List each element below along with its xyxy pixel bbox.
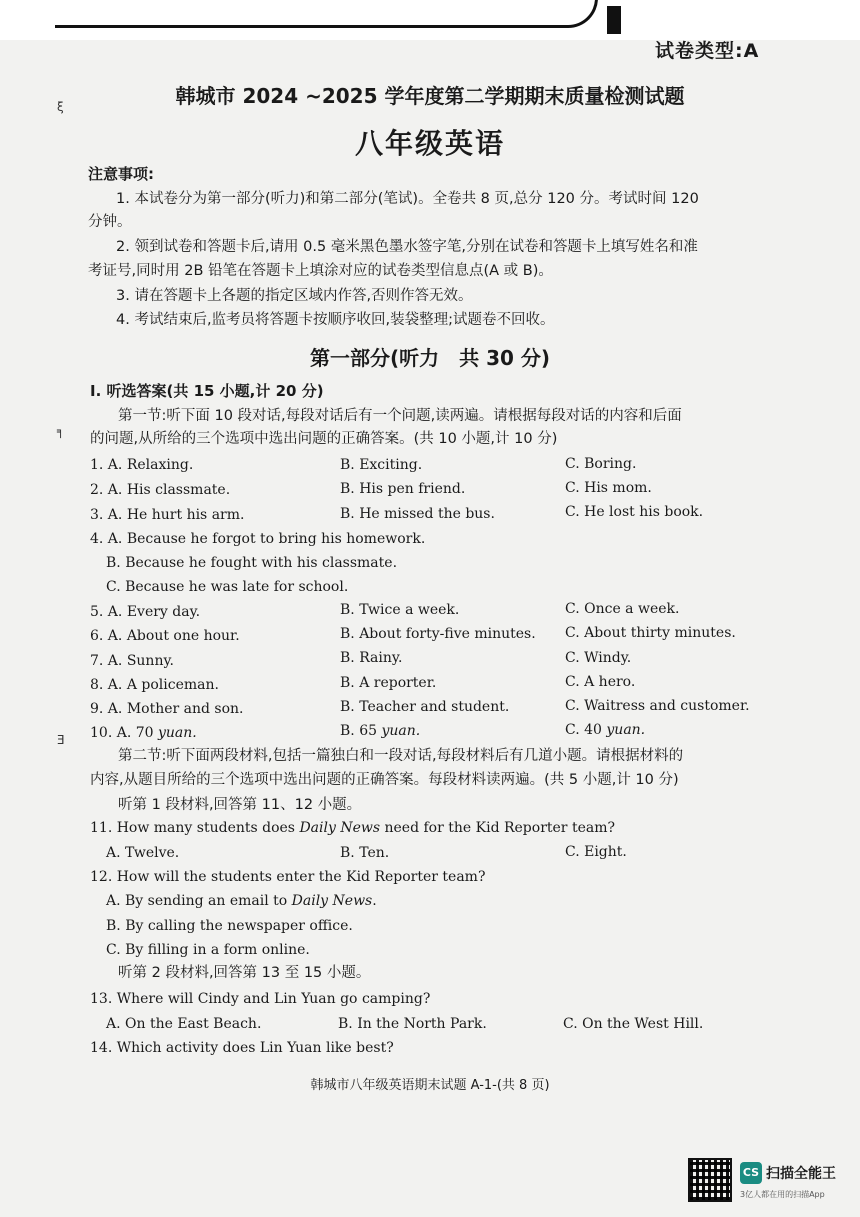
- question-8-option-b: B. A reporter.: [340, 675, 437, 691]
- question-8-option-c: C. A hero.: [565, 674, 636, 690]
- exam-title: 韩城市 2024 ~2025 学年度第二学期期末质量检测试题: [175, 84, 685, 108]
- question-11-option-c: C. Eight.: [565, 844, 627, 860]
- exam-subject: 八年级英语: [354, 127, 505, 160]
- question-10-option-b: B. 65 yuan.: [340, 723, 421, 739]
- question-7-option-b: B. Rainy.: [340, 650, 403, 666]
- question-2-option-c: C. His mom.: [565, 480, 652, 496]
- question-4-option-b: B. Because he fought with his classmate.: [106, 555, 398, 571]
- question-13-stem: 13. Where will Cindy and Lin Yuan go camping?: [90, 991, 431, 1007]
- note-line: 考证号,同时用 2B 铅笔在答题卡上填涂对应的试卷类型信息点(A 或 B)。: [88, 263, 553, 279]
- note-line: 2. 领到试卷和答题卡后,请用 0.5 毫米黑色墨水签字笔,分别在试卷和答题卡上填写姓名和准: [116, 239, 698, 255]
- question-1-option-b: B. Exciting.: [340, 457, 423, 473]
- scan-edge-curve: [55, 0, 598, 28]
- question-7-option-c: C. Windy.: [565, 650, 632, 666]
- question-3-option-c: C. He lost his book.: [565, 504, 704, 520]
- section-intro: 内容,从题目所给的三个选项中选出问题的正确答案。每段材料读两遍。(共 5 小题,计 10 分): [90, 772, 679, 788]
- question-5-option-b: B. Twice a week.: [340, 602, 460, 618]
- question-12-option-b: B. By calling the newspaper office.: [106, 918, 353, 934]
- margin-mark: Ǝ: [57, 733, 65, 747]
- page-footer: 韩城市八年级英语期末试题 A-1-(共 8 页): [310, 1078, 550, 1093]
- question-4-option-c: C. Because he was late for school.: [106, 579, 349, 595]
- material-instruction: 听第 2 段材料,回答第 13 至 15 小题。: [118, 965, 371, 981]
- note-line: 4. 考试结束后,监考员将答题卡按顺序收回,装袋整理;试题卷不回收。: [116, 312, 555, 328]
- camscanner-logo-icon: CS: [740, 1162, 762, 1184]
- part-one-title: 第一部分(听力 共 30 分): [309, 346, 551, 370]
- scanner-app-name: 扫描全能王: [766, 1166, 836, 1182]
- section-intro: 第二节:听下面两段材料,包括一篇独白和一段对话,每段材料后有几道小题。请根据材料的: [118, 748, 684, 764]
- question-3-option-a: 3. A. He hurt his arm.: [90, 507, 245, 523]
- scanner-tagline: 3亿人都在用的扫描App: [740, 1190, 825, 1199]
- question-14-stem: 14. Which activity does Lin Yuan like best?: [90, 1040, 394, 1056]
- margin-mark: ξ: [57, 100, 64, 114]
- question-11-stem: 11. How many students does Daily News need for the Kid Reporter team?: [90, 820, 615, 836]
- question-9-option-a: 9. A. Mother and son.: [90, 701, 244, 717]
- question-13-option-b: B. In the North Park.: [338, 1016, 487, 1032]
- qr-code-icon: [690, 1160, 730, 1200]
- question-12-option-a: A. By sending an email to Daily News.: [106, 893, 377, 909]
- paper-type-label: 试卷类型:A: [655, 40, 760, 62]
- question-10-option-a: 10. A. 70 yuan.: [90, 725, 197, 741]
- question-9-option-b: B. Teacher and student.: [340, 699, 510, 715]
- question-12-option-c: C. By filling in a form online.: [106, 942, 310, 958]
- section-intro: 的问题,从所给的三个选项中选出问题的正确答案。(共 10 小题,计 10 分): [90, 431, 558, 447]
- question-3-option-b: B. He missed the bus.: [340, 506, 495, 522]
- question-4-option-a: 4. A. Because he forgot to bring his homework.: [90, 531, 426, 547]
- question-7-option-a: 7. A. Sunny.: [90, 653, 174, 669]
- question-6-option-c: C. About thirty minutes.: [565, 625, 736, 641]
- question-6-option-a: 6. A. About one hour.: [90, 628, 240, 644]
- section-heading: Ⅰ. 听选答案(共 15 小题,计 20 分): [90, 382, 324, 400]
- question-9-option-c: C. Waitress and customer.: [565, 698, 750, 714]
- question-11-option-b: B. Ten.: [340, 845, 390, 861]
- question-5-option-c: C. Once a week.: [565, 601, 680, 617]
- question-2-option-a: 2. A. His classmate.: [90, 482, 231, 498]
- question-2-option-b: B. His pen friend.: [340, 481, 466, 497]
- question-12-stem: 12. How will the students enter the Kid Reporter team?: [90, 869, 486, 885]
- question-1-option-c: C. Boring.: [565, 456, 637, 472]
- material-instruction: 听第 1 段材料,回答第 11、12 小题。: [118, 797, 362, 813]
- note-line: 分钟。: [88, 214, 132, 230]
- scan-edge-block: [607, 6, 621, 34]
- question-6-option-b: B. About forty-five minutes.: [340, 626, 536, 642]
- question-13-option-c: C. On the West Hill.: [563, 1016, 704, 1032]
- question-5-option-a: 5. A. Every day.: [90, 604, 201, 620]
- note-line: 3. 请在答题卡上各题的指定区域内作答,否则作答无效。: [116, 288, 473, 304]
- notes-heading: 注意事项:: [88, 165, 154, 183]
- section-intro: 第一节:听下面 10 段对话,每段对话后有一个问题,读两遍。请根据每段对话的内容和后面: [118, 408, 682, 424]
- question-1-option-a: 1. A. Relaxing.: [90, 457, 194, 473]
- question-8-option-a: 8. A. A policeman.: [90, 677, 219, 693]
- note-line: 1. 本试卷分为第一部分(听力)和第二部分(笔试)。全卷共 8 页,总分 120 分。考试时间 120: [116, 191, 699, 207]
- margin-mark: ╕: [57, 424, 65, 438]
- question-10-option-c: C. 40 yuan.: [565, 722, 646, 738]
- question-13-option-a: A. On the East Beach.: [106, 1016, 262, 1032]
- question-11-option-a: A. Twelve.: [106, 845, 180, 861]
